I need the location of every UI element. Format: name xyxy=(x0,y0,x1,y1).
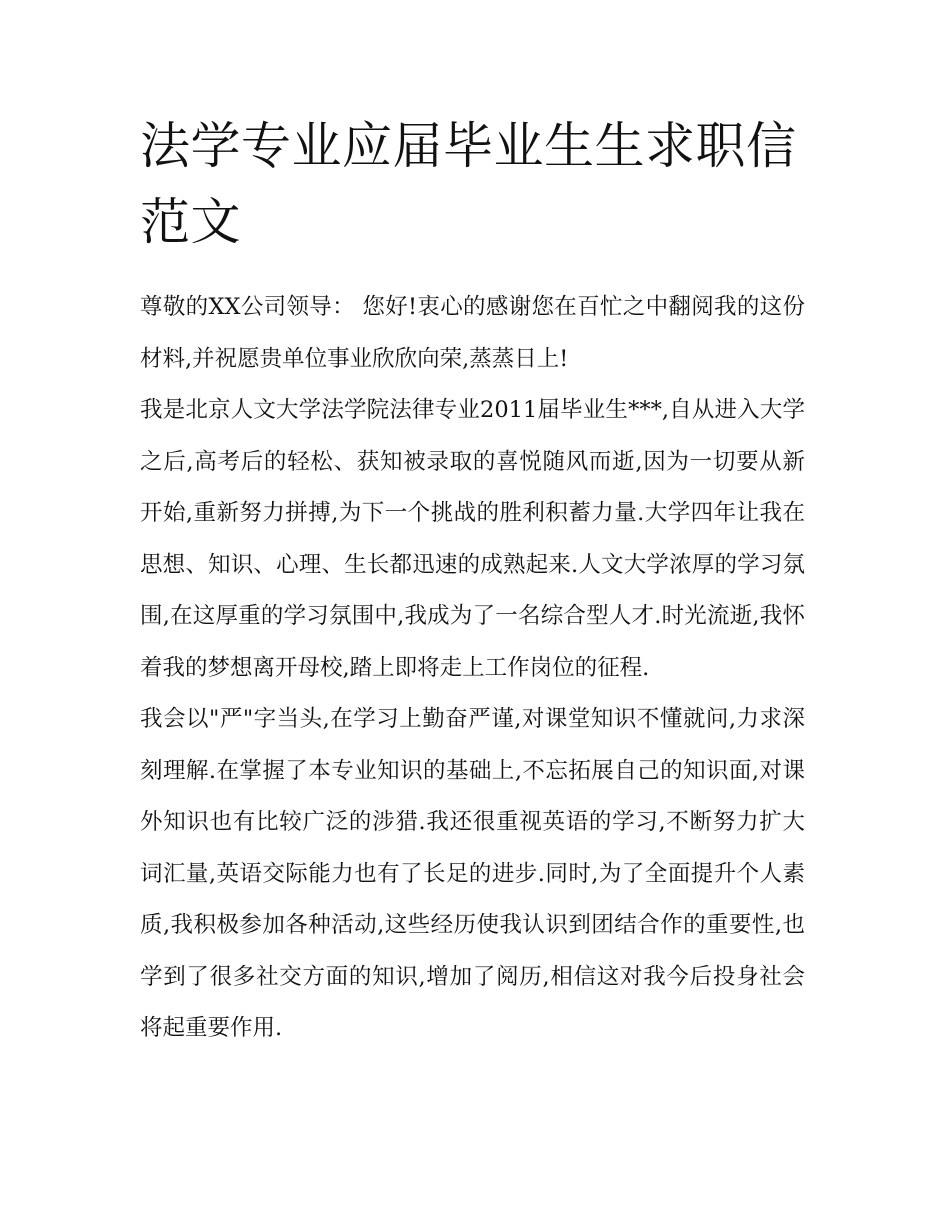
paragraph-introduction: 我是北京人文大学法学院法律专业2011届毕业生***,自从进入大学之后,高考后的轻松、获知被录取的喜悦随风而逝,因为一切要从新开始,重新努力拼搏,为下一个挑战的胜利积蓄力量.大学四年让我在思想、知识、心理、生长都迅速的成熟起来.人文大学浓厚的学习氛围,在这厚重的学习氛围中,我成为了一名综合型人才.时光流逝,我怀着我的梦想离开母校,踏上即将走上工作岗位的征程. xyxy=(140,397,805,681)
document-page xyxy=(140,108,805,1055)
document-body xyxy=(140,282,805,1055)
paragraph-study-experience: 我会以"严"字当头,在学习上勤奋严谨,对课堂知识不懂就问,力求深刻理解.在掌握了本专业知识的基础上,不忘拓展自己的知识面,对课外知识也有比较广泛的涉猎.我还很重视英语的学习,不断努力扩大词汇量,英语交际能力也有了长足的进步.同时,为了全面提升个人素质,我积极参加各种活动,这些经历使我认识到团结合作的重要性,也学到了很多社交方面的知识,增加了阅历,相信这对我今后投身社会将起重要作用. xyxy=(140,706,805,1041)
document-title: 法学专业应届毕业生生求职信范文 xyxy=(140,117,797,251)
paragraph-greeting: 尊敬的XX公司领导： 您好!衷心的感谢您在百忙之中翻阅我的这份材料,并祝愿贵单位事业欣欣向荣,蒸蒸日上! xyxy=(140,294,805,372)
